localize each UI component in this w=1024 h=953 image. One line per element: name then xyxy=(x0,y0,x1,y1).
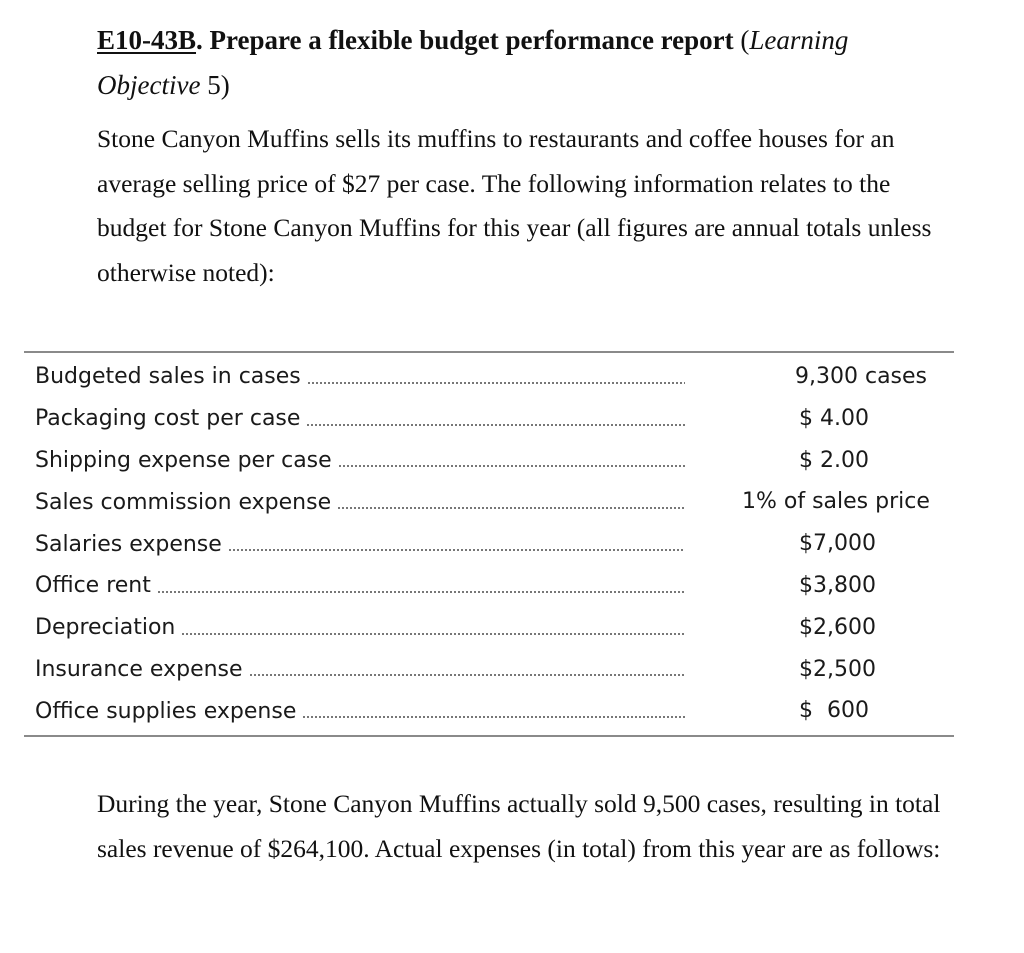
dot-leader xyxy=(302,716,685,718)
row-label-office-rent: Office rent xyxy=(35,573,151,599)
row-label-budgeted-sales: Budgeted sales in cases xyxy=(35,364,301,390)
row-label-depreciation: Depreciation xyxy=(35,615,176,641)
followup-paragraph: During the year, Stone Canyon Muffins actually sold 9,500 cases, resulting in total sales revenue of $264,100. Actual expenses (in total) from this year are as follows: xyxy=(97,789,941,863)
dot-leader xyxy=(306,424,685,426)
exercise-heading xyxy=(97,18,947,108)
row-label-packaging-cost: Packaging cost per case xyxy=(35,406,301,432)
dot-leader xyxy=(337,507,685,509)
table-row xyxy=(24,607,954,649)
dot-leader xyxy=(338,465,685,467)
row-value-sales-commission: 1% of sales price xyxy=(742,489,930,515)
table-row xyxy=(24,690,954,732)
table-row xyxy=(24,440,954,482)
row-label-office-supplies: Office supplies expense xyxy=(35,698,297,724)
exercise-title: Prepare a flexible budget performance report xyxy=(202,25,734,55)
row-value-shipping-expense: $ 2.00 xyxy=(799,447,869,473)
table-row xyxy=(24,523,954,565)
row-value-budgeted-sales: 9,300 cases xyxy=(795,364,928,389)
learning-objective-open: ( xyxy=(733,25,750,55)
dot-leader xyxy=(307,382,685,384)
table-row xyxy=(24,398,954,440)
exercise-separator: . xyxy=(196,25,203,55)
row-label-salaries: Salaries expense xyxy=(35,531,222,557)
exercise-code: E10-43B xyxy=(97,25,197,55)
row-label-shipping-expense: Shipping expense per case xyxy=(35,447,332,473)
row-value-office-rent: $3,800 xyxy=(799,572,876,598)
row-value-insurance: $2,500 xyxy=(799,656,876,682)
table-row xyxy=(24,356,954,398)
row-value-packaging-cost: $ 4.00 xyxy=(799,405,869,431)
table-row xyxy=(24,649,954,691)
row-value-depreciation: $2,600 xyxy=(799,614,876,640)
row-value-salaries: $7,000 xyxy=(799,531,876,557)
row-label-sales-commission: Sales commission expense xyxy=(35,489,332,515)
learning-objective-label: Learning Objective xyxy=(97,25,849,100)
dot-leader xyxy=(228,549,685,551)
row-value-office-supplies: $ 600 xyxy=(799,698,869,724)
learning-objective-number: 5) xyxy=(200,70,230,100)
intro-paragraph: Stone Canyon Muffins sells its muffins to restaurants and coffee houses for an average selling price of $27 per case. The following information relates to the budget for Stone Canyon Muffins for this year (all figures are annual totals unless otherwise noted): xyxy=(97,124,932,287)
table-row xyxy=(24,565,954,607)
table-row xyxy=(24,481,954,523)
dot-leader xyxy=(181,633,685,635)
dot-leader xyxy=(157,591,685,593)
row-label-insurance: Insurance expense xyxy=(35,656,243,682)
budget-table xyxy=(24,351,954,737)
dot-leader xyxy=(249,674,685,676)
